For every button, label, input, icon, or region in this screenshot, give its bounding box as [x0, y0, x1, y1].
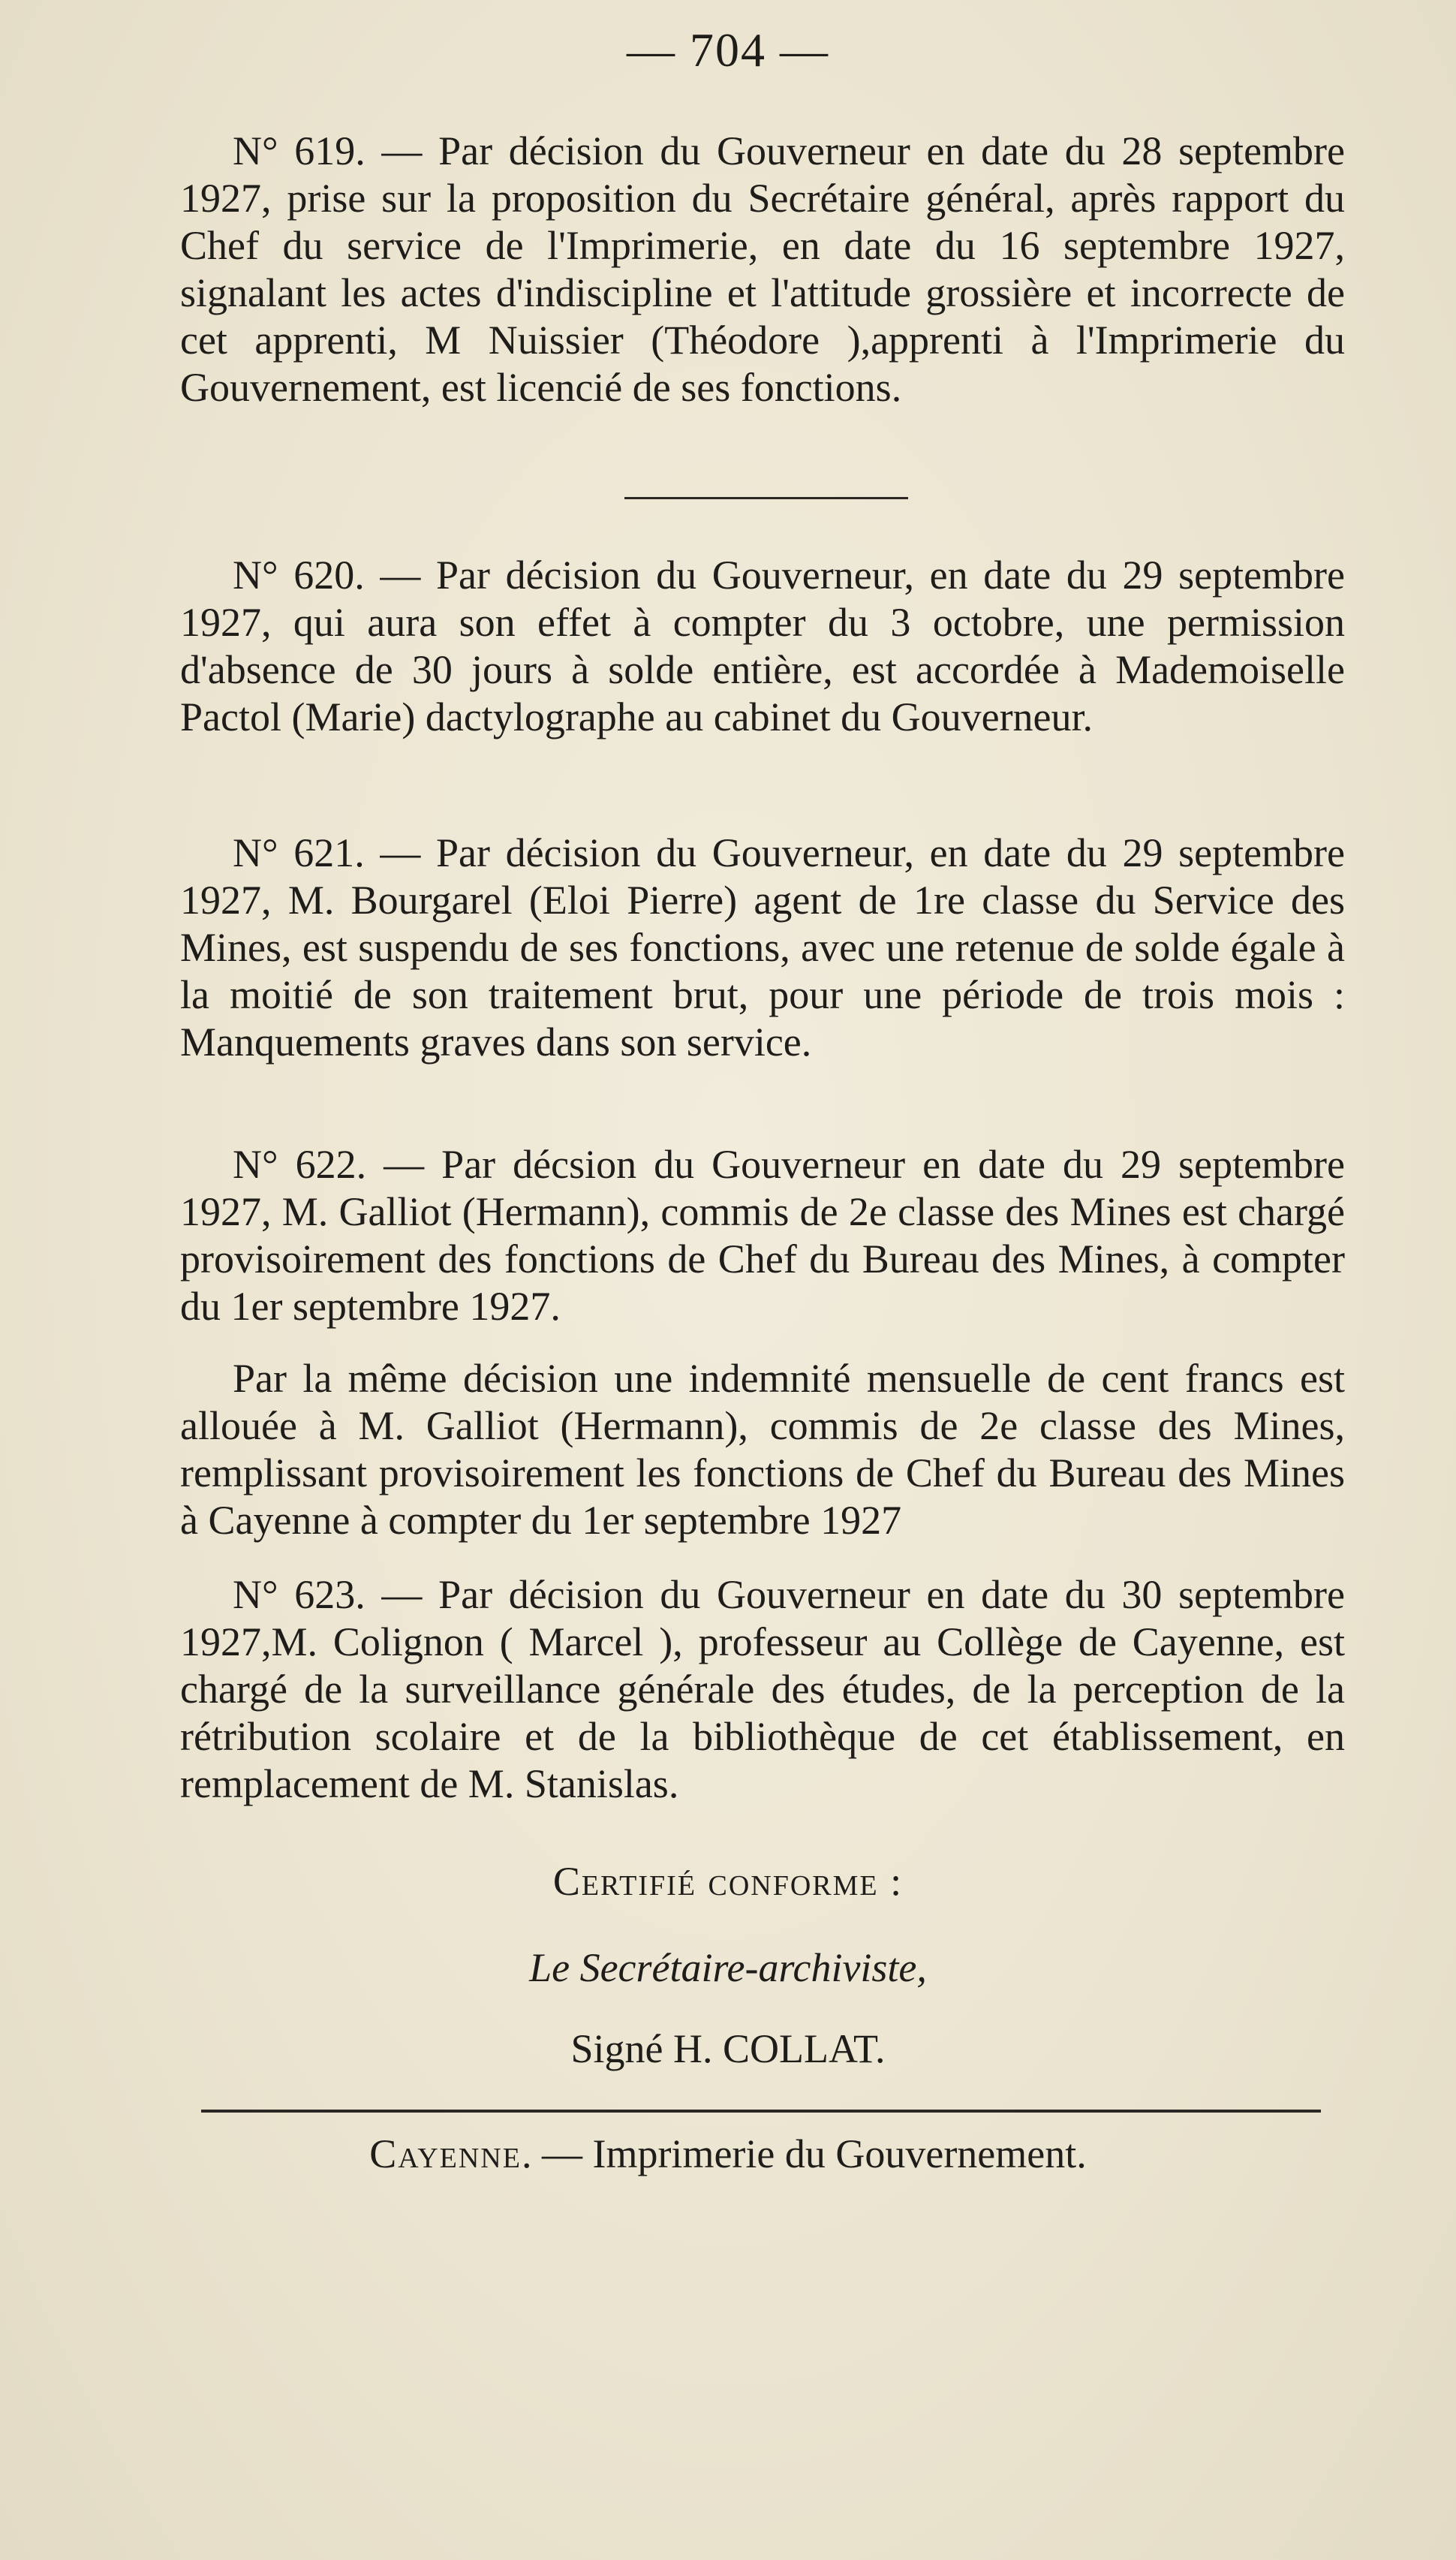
decision-621-text: N° 621. — Par décision du Gouverneur, en date du 29 septembre 1927, M. Bourgarel (Eloi Pierre) agent de 1re classe du Service des Mines, est suspendu de ses fonctions, avec une retenue de solde égale à la moitié de son traitement brut, pour une période de trois mois : Manquements graves dans son service. [180, 830, 1345, 1065]
footer-city: Cayenne [369, 2131, 522, 2176]
decision-619 [180, 128, 1345, 411]
certification-signature: Signé H. COLLAT. [570, 2026, 886, 2071]
footer-separator: . — [521, 2131, 582, 2176]
decision-622-indemnity [180, 1355, 1345, 1544]
decision-623-text: N° 623. — Par décision du Gouverneur en date du 30 septembre 1927,M. Colignon ( Marcel ), professeur au Collège de Cayenne, est chargé de la surveillance générale des études, de la perception de la rétribution scolaire et de la bibliothèque de cet établissement, en remplacement de M. Stanislas. [180, 1572, 1345, 1806]
decision-620-text: N° 620. — Par décision du Gouverneur, en date du 29 septembre 1927, qui aura son effet à compter du 3 octobre, une permission d'absence de 30 jours à solde entière, est accordée à Mademoiselle Pactol (Marie) dactylographe au cabinet du Gouverneur. [180, 553, 1345, 739]
certification-role: Le Secrétaire-archiviste, [529, 1945, 927, 1990]
page-number: — 704 — [627, 23, 829, 77]
footer-printer: Imprimerie du Gouvernement. [592, 2131, 1087, 2176]
footer [0, 2131, 1456, 2177]
decision-622-indemnity-text: Par la même décision une indemnité mensuelle de cent francs est allouée à M. Galliot (Hermann), commis de 2e classe des Mines, remplissant provisoirement les fonctions de Chef du Bureau des Mines à Cayenne à compter du 1er septembre 1927 [180, 1356, 1345, 1543]
footer-rule [201, 2110, 1321, 2113]
certification-title: Certifié conforme : [552, 1859, 904, 1904]
decision-619-text: N° 619. — Par décision du Gouverneur en date du 28 septembre 1927, prise sur la proposition du Secrétaire général, après rapport du Chef du service de l'Imprimerie, en date du 16 septembre 1927, signalant les actes d'indiscipline et l'attitude grossière et incorrecte de cet apprenti, M Nuissier (Théodore ),apprenti à l'Imprimerie du Gouvernement, est licencié de ses fonctions. [180, 128, 1345, 410]
decision-620 [180, 552, 1345, 741]
decision-623 [180, 1571, 1345, 1808]
decision-622-text: N° 622. — Par décsion du Gouverneur en date du 29 septembre 1927, M. Galliot (Hermann), commis de 2e classe des Mines est chargé provisoirement des fonctions de Chef du Bureau des Mines, à compter du 1er septembre 1927. [180, 1142, 1345, 1329]
decision-621 [180, 830, 1345, 1066]
section-divider [624, 497, 908, 499]
decision-622 [180, 1141, 1345, 1330]
